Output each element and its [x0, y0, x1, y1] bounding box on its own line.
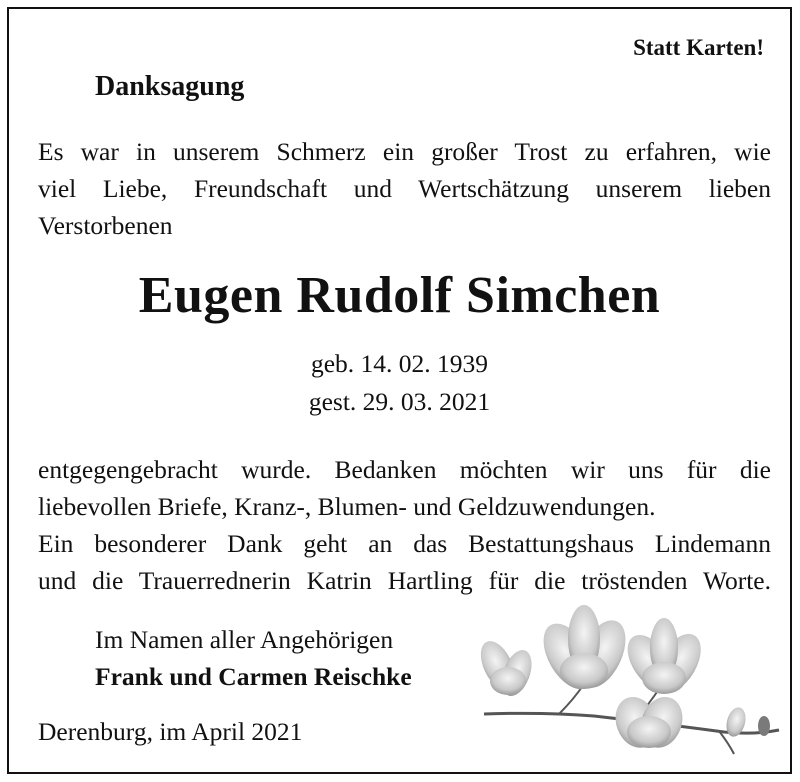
birth-date: geb. 14. 02. 1939 — [310, 349, 489, 378]
signature-block — [95, 621, 412, 695]
death-date: gest. 29. 03. 2021 — [308, 387, 491, 416]
place-and-date: Derenburg, im April 2021 — [38, 717, 303, 746]
thanks-line: entgegengebracht wurde. Bedanken möchten wir uns für die — [38, 455, 771, 484]
thanks-line: Ein besonderer Dank geht an das Bestattungshaus Lindemann — [38, 529, 771, 558]
notice-title: Danksagung — [95, 71, 245, 102]
obituary-notice — [7, 7, 792, 774]
thanks-line: und die Trauerrednerin Katrin Hartling für die tröstenden Worte. — [38, 566, 771, 595]
magnolia-flower-icon — [464, 604, 784, 764]
thanks-line: liebevollen Briefe, Kranz-, Blumen- und Geldzuwendungen. — [38, 492, 656, 521]
signature-intro: Im Namen aller Angehörigen — [95, 625, 394, 654]
thanks-paragraph — [38, 451, 771, 599]
intro-line: Es war in unserem Schmerz ein großer Trost zu erfahren, wie — [38, 137, 771, 166]
intro-line: viel Liebe, Freundschaft und Wertschätzung unserem lieben — [38, 174, 771, 203]
signature-names: Frank und Carmen Reischke — [95, 662, 412, 691]
deceased-name: Eugen Rudolf Simchen — [138, 267, 661, 324]
intro-paragraph — [38, 133, 771, 244]
statt-karten-label: Statt Karten! — [633, 35, 764, 60]
life-dates — [9, 345, 790, 421]
intro-line: Verstorbenen — [38, 211, 173, 240]
